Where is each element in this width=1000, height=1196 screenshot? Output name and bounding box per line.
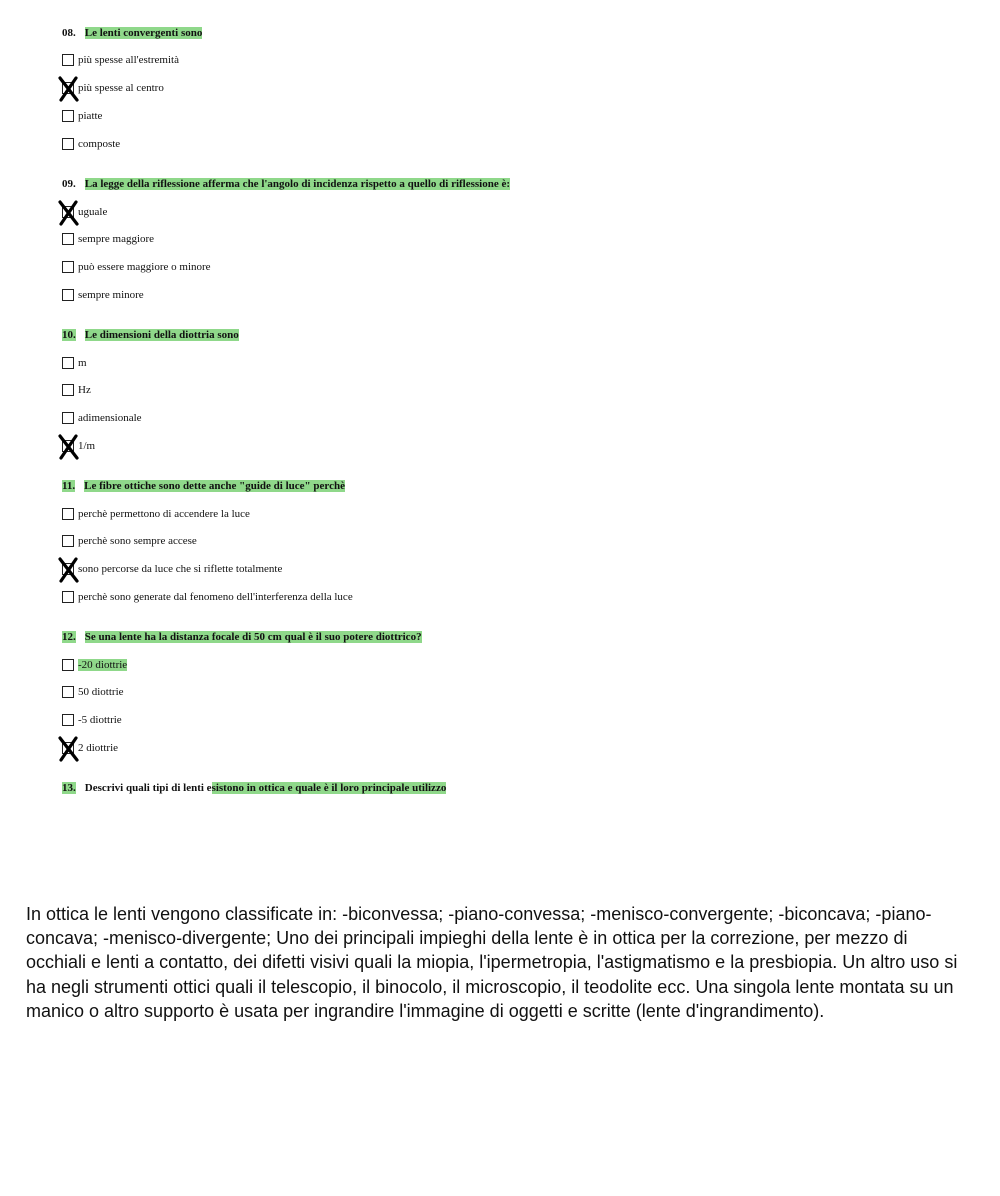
option-11-d[interactable] [62, 589, 353, 605]
question-10-title [62, 329, 239, 342]
option-label: più spesse al centro [78, 82, 164, 94]
option-12-c[interactable] [62, 712, 122, 728]
question-11-title [62, 480, 345, 493]
question-number: 08. [62, 27, 76, 39]
question-number: 10. [62, 329, 76, 341]
option-label: 1/m [78, 440, 96, 452]
option-11-b[interactable] [62, 533, 197, 549]
question-number: 12. [62, 631, 76, 643]
question-text: Le dimensioni della diottria sono [84, 329, 239, 341]
option-12-a[interactable] [62, 657, 127, 673]
checkbox[interactable] [62, 686, 74, 698]
question-text: La legge della riflessione afferma che l'angolo di incidenza rispetto a quello di riflessione è: [84, 178, 511, 190]
option-10-a[interactable] [62, 355, 87, 371]
option-12-b[interactable] [62, 684, 124, 700]
option-label: sono percorse da luce che si riflette totalmente [78, 563, 283, 575]
checkbox-checked[interactable] [62, 206, 74, 218]
option-label: perchè permettono di accendere la luce [78, 508, 250, 520]
question-text-highlighted: sistono in ottica e quale è il loro principale utilizzo [211, 782, 447, 794]
question-text: Le fibre ottiche sono dette anche "guide di luce" perchè [84, 480, 345, 492]
option-label: composte [78, 138, 121, 150]
option-10-b[interactable] [62, 382, 91, 398]
option-label: più spesse all'estremità [78, 54, 179, 66]
option-10-d[interactable] [62, 438, 95, 454]
checkbox-checked[interactable] [62, 742, 74, 754]
answer-text[interactable]: In ottica le lenti vengono classificate in: -biconvessa; -piano-convessa; -menisco-convergente; -biconcava; -piano- concava; -menisco-divergente; Uno dei principali impieghi della lente è in ottica per la correzione, per mezzo di occhiali e lenti a contatto, dei difetti visivi quali la miopia, l'ipermetropia, l'astigmatismo e la presbiopia. Un altro uso si ha negli strumenti ottici quali il telescopio, il binocolo, il microscopio, il teodolite ecc. Una singola lente montata su un manico o altro supporto è usata per ingrandire l'immagine di oggetti e scritte (lente d'ingrandimento). [26, 904, 958, 1021]
option-09-b[interactable] [62, 231, 154, 247]
question-number: 09. [62, 178, 76, 190]
option-09-d[interactable] [62, 287, 144, 303]
checkbox[interactable] [62, 233, 74, 245]
question-13-title [62, 782, 446, 795]
option-label: m [78, 357, 87, 369]
option-label: sempre maggiore [78, 233, 155, 245]
question-number: 13. [62, 782, 76, 794]
question-text-plain: Descrivi quali tipi di lenti e [84, 782, 212, 794]
checkbox[interactable] [62, 384, 74, 396]
option-12-d[interactable] [62, 740, 118, 756]
checkbox[interactable] [62, 412, 74, 424]
option-label: sempre minore [78, 289, 144, 301]
question-text: Se una lente ha la distanza focale di 50 cm qual è il suo potere diottrico? [84, 631, 422, 643]
option-09-c[interactable] [62, 259, 211, 275]
question-09-title [62, 178, 510, 191]
question-text: Le lenti convergenti sono [84, 27, 203, 39]
option-label: piatte [78, 110, 103, 122]
option-08-d[interactable] [62, 136, 120, 152]
checkbox[interactable] [62, 535, 74, 547]
option-label: 50 diottrie [78, 686, 124, 698]
question-number: 11. [62, 480, 76, 492]
option-label: Hz [78, 384, 91, 396]
option-08-a[interactable] [62, 52, 179, 68]
option-label: uguale [78, 206, 108, 218]
checkbox[interactable] [62, 714, 74, 726]
option-label: adimensionale [78, 412, 142, 424]
option-11-c[interactable] [62, 561, 282, 577]
checkbox[interactable] [62, 54, 74, 66]
option-label: 2 diottrie [78, 742, 119, 754]
option-08-c[interactable] [62, 108, 102, 124]
option-11-a[interactable] [62, 506, 250, 522]
checkbox[interactable] [62, 591, 74, 603]
question-12-title [62, 631, 422, 644]
option-10-c[interactable] [62, 410, 142, 426]
checkbox-checked[interactable] [62, 82, 74, 94]
option-label: perchè sono sempre accese [78, 535, 197, 547]
checkbox[interactable] [62, 261, 74, 273]
checkbox-checked[interactable] [62, 440, 74, 452]
option-label: perchè sono generate dal fenomeno dell'interferenza della luce [78, 591, 353, 603]
option-label: -5 diottrie [78, 714, 122, 726]
option-09-a[interactable] [62, 204, 107, 220]
checkbox[interactable] [62, 289, 74, 301]
option-08-b[interactable] [62, 80, 164, 96]
option-label: -20 diottrie [78, 659, 128, 671]
question-08-title [62, 27, 202, 40]
checkbox[interactable] [62, 508, 74, 520]
checkbox[interactable] [62, 138, 74, 150]
checkbox[interactable] [62, 659, 74, 671]
option-label: può essere maggiore o minore [78, 261, 211, 273]
checkbox[interactable] [62, 357, 74, 369]
checkbox-checked[interactable] [62, 563, 74, 575]
checkbox[interactable] [62, 110, 74, 122]
